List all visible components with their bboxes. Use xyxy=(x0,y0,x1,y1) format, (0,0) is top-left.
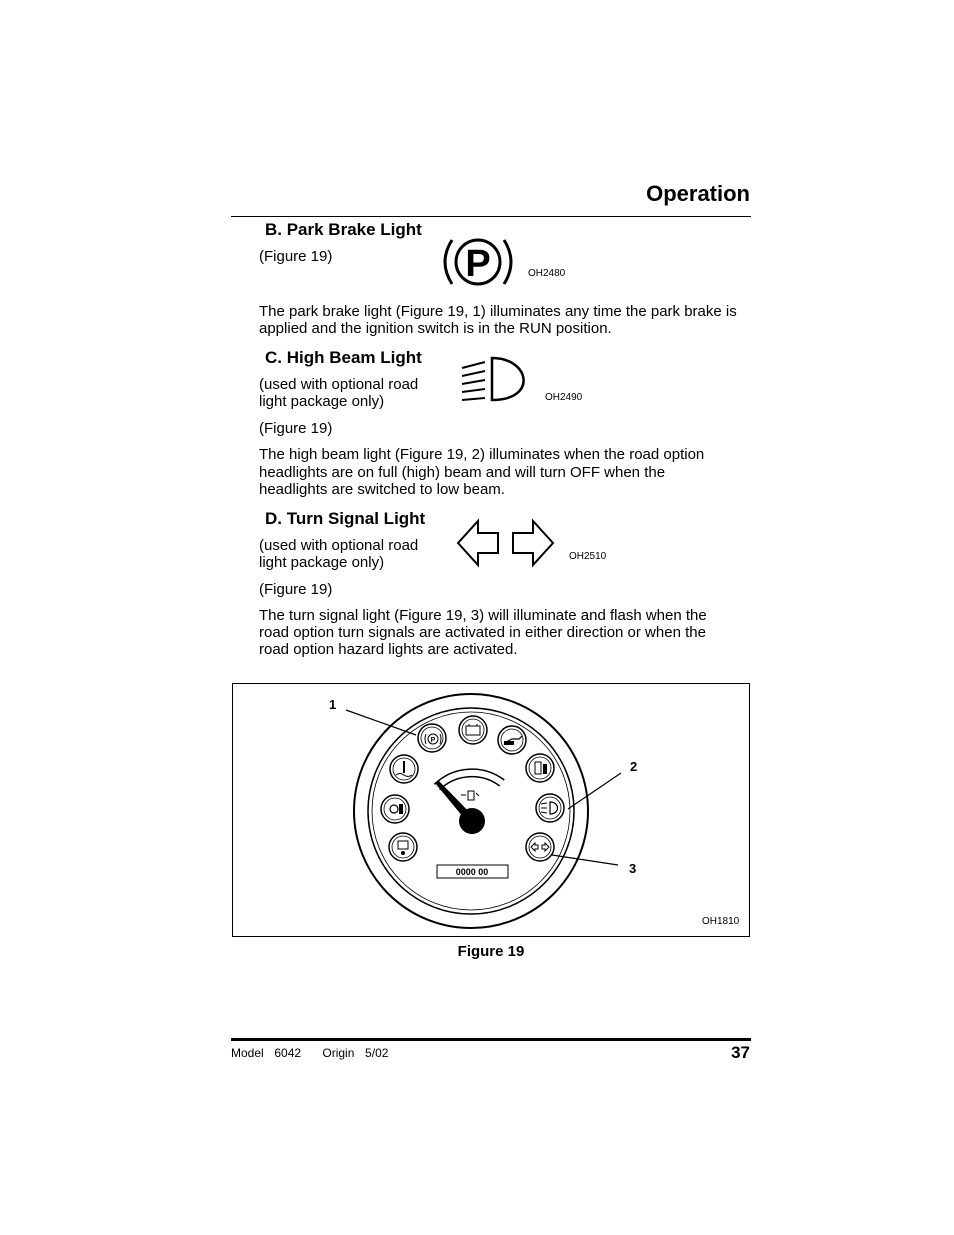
battery-indicator xyxy=(459,716,487,744)
callout-2-leader xyxy=(568,773,621,809)
park-brake-icon-code: OH2480 xyxy=(528,268,566,279)
park-brake-figure-ref: (Figure 19) xyxy=(259,248,333,265)
figure-code: OH1810 xyxy=(702,916,740,927)
footer-rule xyxy=(231,1038,751,1041)
coolant-temp-indicator xyxy=(390,755,418,783)
hour-meter-reading: 0000 00 xyxy=(455,867,489,877)
turn-signal-figure-ref: (Figure 19) xyxy=(259,581,333,598)
high-beam-paragraph-line-3: headlights are switched to low beam. xyxy=(259,481,505,498)
figure-caption: Figure 19 xyxy=(457,943,525,960)
high-beam-indicator xyxy=(536,794,564,822)
instrument-cluster-illustration xyxy=(232,683,750,937)
fuel-gauge-icon xyxy=(461,791,479,800)
glow-plug-indicator xyxy=(381,795,409,823)
turn-signal-paragraph-line-2: road option turn signals are activated in either direction or when the xyxy=(259,624,706,641)
callout-1: 1 xyxy=(329,697,337,712)
park-brake-paragraph-line-2: applied and the ignition switch is in the RUN position. xyxy=(259,320,612,337)
park-brake-indicator-letter: P xyxy=(430,737,436,744)
turn-signal-icon-code: OH2510 xyxy=(569,551,607,562)
turn-signal-paragraph-line-1: The turn signal light (Figure 19, 3) will illuminate and flash when the xyxy=(259,607,707,624)
oil-pressure-indicator xyxy=(498,726,526,754)
page-title: Operation xyxy=(646,181,750,206)
high-beam-heading: C. High Beam Light xyxy=(265,348,422,367)
footer-model-origin: Model 6042 Origin 5/02 xyxy=(231,1046,389,1060)
fuel-filter-indicator xyxy=(526,754,554,782)
transmission-indicator xyxy=(389,833,417,861)
turn-signal-icon xyxy=(455,518,557,568)
high-beam-note-line-1: (used with optional road xyxy=(259,376,419,393)
park-brake-indicator xyxy=(418,724,446,752)
high-beam-note-line-2: light package only) xyxy=(259,393,385,410)
high-beam-icon xyxy=(458,354,534,404)
turn-signal-paragraph-line-3: road option hazard lights are activated. xyxy=(259,641,518,658)
high-beam-icon-code: OH2490 xyxy=(545,392,583,403)
turn-signal-indicator xyxy=(526,833,554,861)
turn-signal-heading: D. Turn Signal Light xyxy=(265,509,426,528)
park-brake-icon-letter: P xyxy=(465,243,491,285)
high-beam-figure-ref: (Figure 19) xyxy=(259,420,333,437)
callout-2: 2 xyxy=(630,759,638,774)
callout-3: 3 xyxy=(629,861,637,876)
park-brake-heading: B. Park Brake Light xyxy=(265,220,422,239)
turn-signal-note-line-2: light package only) xyxy=(259,554,385,571)
high-beam-paragraph-line-1: The high beam light (Figure 19, 2) illuminates when the road option xyxy=(259,446,705,463)
needle-hub xyxy=(459,808,485,834)
header-rule xyxy=(231,216,751,217)
high-beam-paragraph-line-2: headlights are on full (high) beam and will turn OFF when the xyxy=(259,464,666,481)
page-number: 37 xyxy=(731,1043,750,1062)
park-brake-icon xyxy=(436,234,520,290)
park-brake-paragraph-line-1: The park brake light (Figure 19, 1) illuminates any time the park brake is xyxy=(259,303,737,320)
turn-signal-note-line-1: (used with optional road xyxy=(259,537,419,554)
